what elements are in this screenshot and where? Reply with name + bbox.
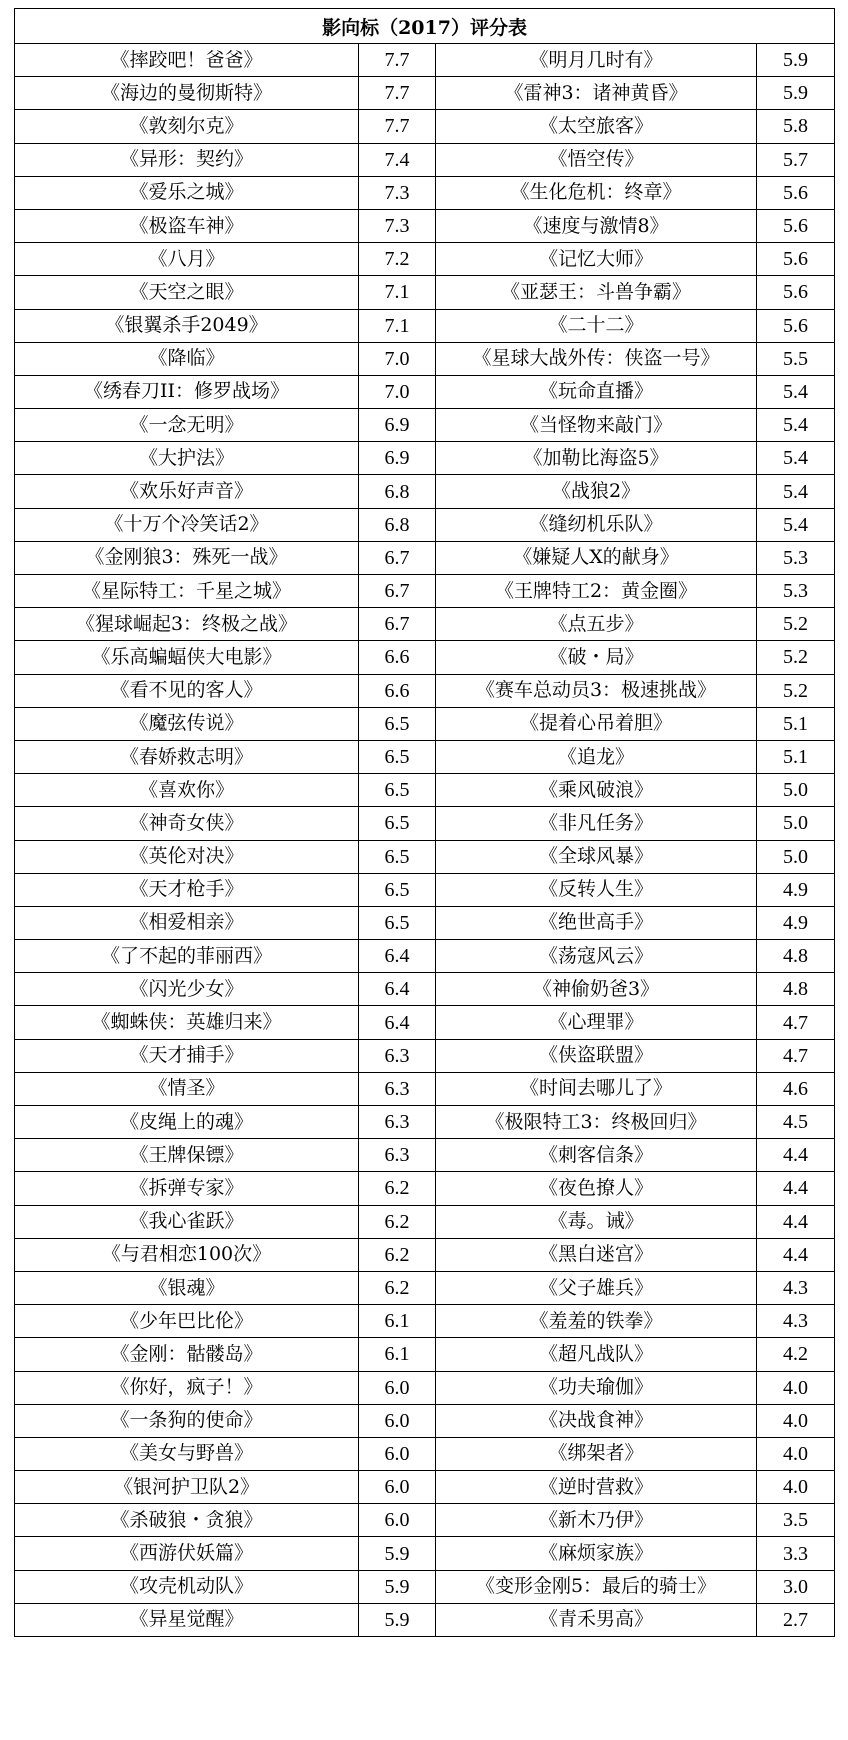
score-right: 3.3 [757,1537,835,1570]
score-right: 5.6 [757,176,835,209]
table-row [15,906,835,939]
table-row [15,541,835,574]
score-right: 4.4 [757,1205,835,1238]
movie-title-left: 《神奇女侠》 [15,807,359,840]
movie-title-left: 《爱乐之城》 [15,176,359,209]
score-right: 5.2 [757,608,835,641]
score-right: 5.1 [757,740,835,773]
table-row [15,1504,835,1537]
table-row [15,1039,835,1072]
movie-title-right: 《悟空传》 [436,143,757,176]
score-right: 5.6 [757,276,835,309]
movie-title-left: 《魔弦传说》 [15,707,359,740]
movie-title-right: 《破・局》 [436,641,757,674]
score-right: 5.3 [757,575,835,608]
table-row [15,143,835,176]
score-left: 6.4 [359,1006,436,1039]
score-left: 6.7 [359,575,436,608]
score-left: 7.4 [359,143,436,176]
score-right: 5.0 [757,807,835,840]
table-row [15,840,835,873]
movie-title-left: 《异星觉醒》 [15,1603,359,1636]
score-right: 5.4 [757,508,835,541]
score-left: 6.9 [359,409,436,442]
score-left: 6.3 [359,1039,436,1072]
movie-title-right: 《赛车总动员3：极速挑战》 [436,674,757,707]
score-right: 5.4 [757,409,835,442]
score-right: 5.3 [757,541,835,574]
score-left: 7.3 [359,176,436,209]
table-row [15,873,835,906]
movie-title-right: 《刺客信条》 [436,1139,757,1172]
score-right: 5.4 [757,442,835,475]
movie-title-left: 《春娇救志明》 [15,740,359,773]
score-right: 4.8 [757,973,835,1006]
score-left: 6.3 [359,1106,436,1139]
score-right: 4.4 [757,1139,835,1172]
movie-title-left: 《喜欢你》 [15,774,359,807]
score-left: 5.9 [359,1537,436,1570]
score-left: 7.3 [359,209,436,242]
table-row [15,1305,835,1338]
movie-title-left: 《闪光少女》 [15,973,359,1006]
table-row [15,1471,835,1504]
movie-title-left: 《银魂》 [15,1271,359,1304]
movie-title-left: 《天空之眼》 [15,276,359,309]
score-right: 4.3 [757,1305,835,1338]
movie-title-right: 《变形金刚5：最后的骑士》 [436,1570,757,1603]
score-left: 6.2 [359,1238,436,1271]
score-left: 7.1 [359,309,436,342]
table-row [15,973,835,1006]
score-right: 5.4 [757,375,835,408]
movie-title-left: 《与君相恋100次》 [15,1238,359,1271]
movie-title-right: 《记忆大师》 [436,243,757,276]
table-row [15,1139,835,1172]
movie-title-left: 《八月》 [15,243,359,276]
table-row [15,1271,835,1304]
movie-title-left: 《金刚狼3：殊死一战》 [15,541,359,574]
table-row [15,442,835,475]
score-left: 6.0 [359,1471,436,1504]
table-row [15,1006,835,1039]
movie-title-right: 《超凡战队》 [436,1338,757,1371]
score-right: 5.6 [757,209,835,242]
score-left: 7.7 [359,44,436,77]
table-row [15,475,835,508]
movie-title-right: 《非凡任务》 [436,807,757,840]
table-row [15,1404,835,1437]
score-right: 4.9 [757,873,835,906]
table-row [15,575,835,608]
score-right: 5.0 [757,774,835,807]
score-left: 6.8 [359,508,436,541]
movie-title-left: 《杀破狼・贪狼》 [15,1504,359,1537]
table-row [15,1172,835,1205]
movie-title-left: 《王牌保镖》 [15,1139,359,1172]
movie-title-right: 《乘风破浪》 [436,774,757,807]
movie-title-right: 《麻烦家族》 [436,1537,757,1570]
score-left: 6.9 [359,442,436,475]
movie-title-right: 《父子雄兵》 [436,1271,757,1304]
movie-title-right: 《绝世高手》 [436,906,757,939]
score-left: 6.1 [359,1305,436,1338]
movie-title-right: 《功夫瑜伽》 [436,1371,757,1404]
score-left: 5.9 [359,1570,436,1603]
score-right: 4.4 [757,1238,835,1271]
movie-title-right: 《生化危机：终章》 [436,176,757,209]
table-row [15,1338,835,1371]
rating-table-page [14,8,834,1637]
score-left: 7.0 [359,375,436,408]
score-right: 5.6 [757,243,835,276]
score-left: 6.6 [359,641,436,674]
table-row [15,1603,835,1636]
score-left: 6.5 [359,840,436,873]
table-row [15,508,835,541]
movie-title-left: 《一念无明》 [15,409,359,442]
movie-title-left: 《海边的曼彻斯特》 [15,77,359,110]
table-row [15,77,835,110]
score-left: 6.7 [359,541,436,574]
table-row [15,243,835,276]
movie-title-right: 《黑白迷宫》 [436,1238,757,1271]
table-body [15,44,835,1637]
movie-title-left: 《少年巴比伦》 [15,1305,359,1338]
table-row [15,1537,835,1570]
movie-title-right: 《雷神3：诸神黄昏》 [436,77,757,110]
score-left: 6.5 [359,873,436,906]
movie-title-left: 《银河护卫队2》 [15,1471,359,1504]
movie-title-right: 《羞羞的铁拳》 [436,1305,757,1338]
movie-title-right: 《荡寇风云》 [436,940,757,973]
score-left: 6.1 [359,1338,436,1371]
table-row [15,176,835,209]
score-left: 6.5 [359,906,436,939]
movie-title-right: 《速度与激情8》 [436,209,757,242]
table-title: 影向标（2017）评分表 [15,9,835,44]
score-right: 5.0 [757,840,835,873]
movie-title-right: 《太空旅客》 [436,110,757,143]
score-left: 7.0 [359,342,436,375]
score-left: 6.4 [359,973,436,1006]
score-left: 6.0 [359,1404,436,1437]
movie-title-right: 《新木乃伊》 [436,1504,757,1537]
movie-title-right: 《亚瑟王：斗兽争霸》 [436,276,757,309]
movie-title-right: 《极限特工3：终极回归》 [436,1106,757,1139]
movie-title-left: 《猩球崛起3：终极之战》 [15,608,359,641]
table-row [15,209,835,242]
score-left: 6.0 [359,1437,436,1470]
table-row [15,1238,835,1271]
movie-title-left: 《敦刻尔克》 [15,110,359,143]
score-left: 6.3 [359,1139,436,1172]
score-right: 5.9 [757,77,835,110]
table-row [15,807,835,840]
table-row [15,342,835,375]
score-right: 4.4 [757,1172,835,1205]
movie-title-left: 《天才枪手》 [15,873,359,906]
table-row [15,674,835,707]
score-right: 5.1 [757,707,835,740]
table-row [15,707,835,740]
table-row [15,1072,835,1105]
movie-title-left: 《相爱相亲》 [15,906,359,939]
table-row [15,276,835,309]
movie-title-right: 《侠盗联盟》 [436,1039,757,1072]
movie-title-left: 《十万个冷笑话2》 [15,508,359,541]
score-right: 5.7 [757,143,835,176]
score-right: 3.0 [757,1570,835,1603]
score-left: 6.5 [359,774,436,807]
score-right: 3.5 [757,1504,835,1537]
table-row [15,641,835,674]
movie-title-right: 《缝纫机乐队》 [436,508,757,541]
movie-title-right: 《明月几时有》 [436,44,757,77]
table-row [15,375,835,408]
movie-title-right: 《当怪物来敲门》 [436,409,757,442]
score-left: 6.0 [359,1504,436,1537]
score-right: 4.8 [757,940,835,973]
movie-title-left: 《看不见的客人》 [15,674,359,707]
score-left: 6.5 [359,807,436,840]
score-right: 4.5 [757,1106,835,1139]
score-left: 6.7 [359,608,436,641]
table-row [15,740,835,773]
score-right: 5.2 [757,674,835,707]
score-right: 4.2 [757,1338,835,1371]
table-row [15,940,835,973]
table-row [15,409,835,442]
table-title-row [15,9,835,44]
movie-title-right: 《时间去哪儿了》 [436,1072,757,1105]
score-right: 4.9 [757,906,835,939]
table-row [15,110,835,143]
score-right: 5.4 [757,475,835,508]
movie-title-right: 《决战食神》 [436,1404,757,1437]
movie-title-right: 《战狼2》 [436,475,757,508]
movie-title-right: 《追龙》 [436,740,757,773]
movie-title-left: 《欢乐好声音》 [15,475,359,508]
table-row [15,1106,835,1139]
score-right: 5.2 [757,641,835,674]
movie-title-left: 《金刚：骷髅岛》 [15,1338,359,1371]
score-right: 4.7 [757,1039,835,1072]
score-left: 7.7 [359,77,436,110]
movie-title-right: 《心理罪》 [436,1006,757,1039]
score-left: 5.9 [359,1603,436,1636]
movie-title-right: 《星球大战外传：侠盗一号》 [436,342,757,375]
score-right: 5.6 [757,309,835,342]
score-right: 4.0 [757,1471,835,1504]
score-left: 6.5 [359,707,436,740]
movie-title-right: 《点五步》 [436,608,757,641]
movie-title-left: 《你好，疯子！》 [15,1371,359,1404]
movie-title-left: 《一条狗的使命》 [15,1404,359,1437]
score-left: 6.6 [359,674,436,707]
score-left: 6.0 [359,1371,436,1404]
movie-title-left: 《极盗车神》 [15,209,359,242]
movie-title-left: 《大护法》 [15,442,359,475]
movie-title-left: 《异形：契约》 [15,143,359,176]
movie-title-left: 《我心雀跃》 [15,1205,359,1238]
movie-title-right: 《毒。诫》 [436,1205,757,1238]
movie-title-left: 《拆弹专家》 [15,1172,359,1205]
table-row [15,1570,835,1603]
movie-title-left: 《乐高蝙蝠侠大电影》 [15,641,359,674]
score-right: 5.8 [757,110,835,143]
movie-title-right: 《神偷奶爸3》 [436,973,757,1006]
movie-title-left: 《星际特工：千星之城》 [15,575,359,608]
score-left: 7.7 [359,110,436,143]
table-row [15,309,835,342]
movie-title-left: 《情圣》 [15,1072,359,1105]
movie-title-left: 《降临》 [15,342,359,375]
score-right: 4.3 [757,1271,835,1304]
score-left: 6.2 [359,1172,436,1205]
score-left: 7.1 [359,276,436,309]
score-right: 4.0 [757,1437,835,1470]
table-row [15,608,835,641]
score-right: 2.7 [757,1603,835,1636]
score-left: 6.5 [359,740,436,773]
movie-title-left: 《天才捕手》 [15,1039,359,1072]
movie-title-right: 《提着心吊着胆》 [436,707,757,740]
movie-title-right: 《全球风暴》 [436,840,757,873]
movie-title-right: 《青禾男高》 [436,1603,757,1636]
movie-title-left: 《摔跤吧！爸爸》 [15,44,359,77]
score-right: 5.5 [757,342,835,375]
movie-title-left: 《了不起的菲丽西》 [15,940,359,973]
movie-title-right: 《反转人生》 [436,873,757,906]
score-right: 5.9 [757,44,835,77]
movie-title-right: 《加勒比海盗5》 [436,442,757,475]
movie-title-right: 《二十二》 [436,309,757,342]
movie-title-left: 《西游伏妖篇》 [15,1537,359,1570]
movie-title-right: 《王牌特工2：黄金圈》 [436,575,757,608]
movie-title-left: 《蜘蛛侠：英雄归来》 [15,1006,359,1039]
score-left: 6.3 [359,1072,436,1105]
table-row [15,44,835,77]
movie-title-left: 《皮绳上的魂》 [15,1106,359,1139]
score-right: 4.0 [757,1404,835,1437]
movie-title-left: 《银翼杀手2049》 [15,309,359,342]
movie-title-right: 《嫌疑人X的献身》 [436,541,757,574]
movie-title-left: 《攻壳机动队》 [15,1570,359,1603]
movie-title-right: 《玩命直播》 [436,375,757,408]
score-right: 4.0 [757,1371,835,1404]
movie-title-right: 《夜色撩人》 [436,1172,757,1205]
score-left: 6.8 [359,475,436,508]
table-row [15,1371,835,1404]
score-right: 4.6 [757,1072,835,1105]
movie-title-right: 《绑架者》 [436,1437,757,1470]
score-left: 6.2 [359,1205,436,1238]
score-left: 7.2 [359,243,436,276]
table-row [15,1205,835,1238]
rating-table [14,8,835,1637]
score-right: 4.7 [757,1006,835,1039]
table-row [15,774,835,807]
score-left: 6.4 [359,940,436,973]
movie-title-left: 《绣春刀II：修罗战场》 [15,375,359,408]
movie-title-left: 《美女与野兽》 [15,1437,359,1470]
table-row [15,1437,835,1470]
score-left: 6.2 [359,1271,436,1304]
movie-title-right: 《逆时营救》 [436,1471,757,1504]
movie-title-left: 《英伦对决》 [15,840,359,873]
